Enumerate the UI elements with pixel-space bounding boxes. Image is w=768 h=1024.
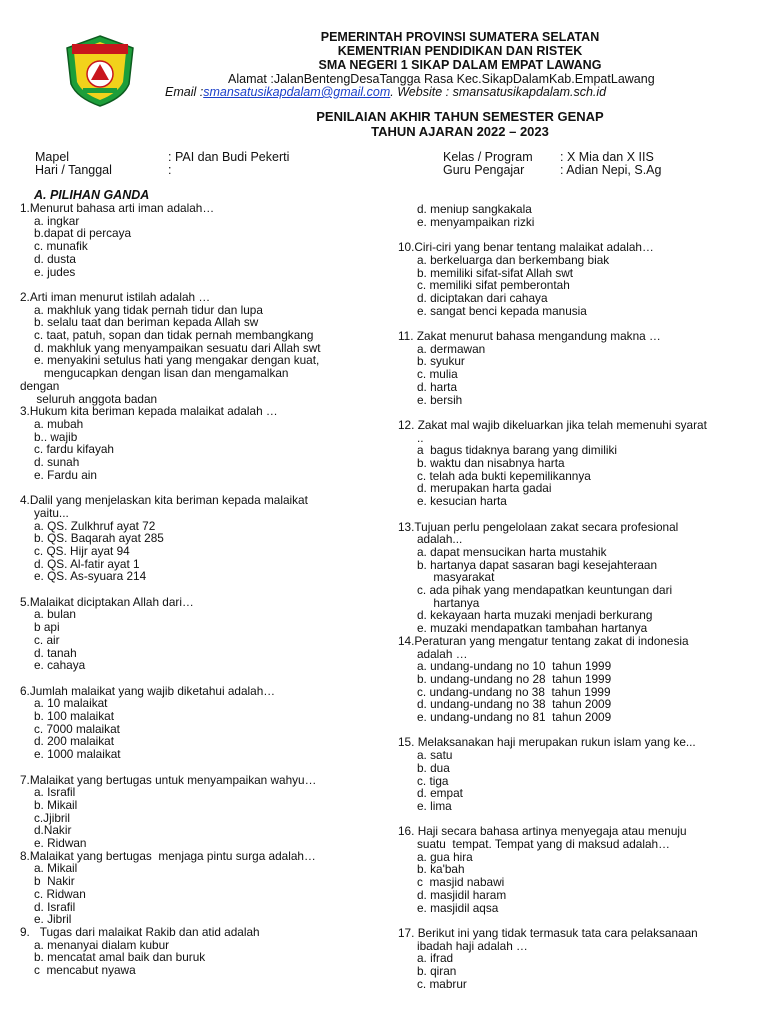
option-continued: dengan — [20, 378, 60, 393]
option[interactable]: a. ingkar — [34, 213, 80, 228]
question-text: Malaikat yang bertugas untuk menyampaikan wahyu… — [29, 772, 317, 787]
option[interactable]: a. dapat mensucikan harta mustahik — [417, 544, 607, 559]
option[interactable]: e. Fardu ain — [34, 467, 97, 482]
right-column — [398, 203, 748, 990]
option[interactable]: b. QS. Baqarah ayat 285 — [34, 531, 164, 546]
option[interactable]: e. sangat benci kepada manusia — [417, 303, 587, 318]
option[interactable]: d. undang-undang no 38 tahun 2009 — [417, 697, 612, 712]
question-11 — [398, 330, 748, 406]
question-text: Tujuan perlu pengelolaan zakat secara profesional — [414, 519, 679, 534]
option[interactable]: a. bulan — [34, 607, 76, 622]
option[interactable]: a. berkeluarga dan berkembang biak — [417, 252, 610, 267]
option[interactable]: c masjid nabawi — [417, 875, 505, 890]
question-17 — [398, 927, 748, 991]
option[interactable]: c. air — [34, 632, 60, 647]
option[interactable]: a. makhluk yang tidak pernah tidur dan lupa — [34, 302, 263, 317]
question-number: 16. — [398, 824, 415, 839]
question-15 — [398, 736, 748, 812]
question-number: 8. — [20, 848, 30, 863]
option[interactable]: b. syukur — [417, 354, 465, 369]
option[interactable]: d. Israfil — [34, 899, 76, 914]
mapel-label: Mapel — [35, 150, 70, 164]
letterhead — [0, 28, 768, 98]
province-emblem-icon — [63, 34, 137, 108]
question-text: Haji secara bahasa artinya menyegaja atau menuju — [414, 824, 687, 839]
option[interactable]: e. Jibril — [34, 912, 72, 927]
option[interactable]: c.Jjibril — [34, 810, 71, 825]
question-text: Arti iman menurut istilah adalah … — [29, 289, 211, 304]
question-text: Zakat mal wajib dikeluarkan jika telah memenuhi syarat — [414, 417, 707, 432]
option[interactable]: b api — [34, 620, 60, 635]
question-text: Ciri-ciri yang benar tentang malaikat adalah… — [414, 240, 654, 255]
option[interactable]: c mencabut nyawa — [34, 963, 136, 978]
question-9 — [20, 926, 390, 977]
option[interactable]: a. Israfil — [34, 785, 76, 800]
option[interactable]: e. 1000 malaikat — [34, 747, 121, 762]
website-text: . Website : smansatusikapdalam.sch.id — [390, 85, 607, 99]
option[interactable]: a bagus tidaknya barang yang dimiliki — [417, 443, 618, 458]
option[interactable]: b. hartanya dapat sasaran bagi kesejahteraan — [417, 557, 658, 572]
option[interactable]: c. Ridwan — [34, 886, 86, 901]
question-16 — [398, 825, 748, 914]
option-continued: mengucapkan dengan lisan dan mengamalkan — [34, 366, 289, 381]
option[interactable]: e. undang-undang no 81 tahun 2009 — [417, 710, 612, 725]
question-text-continued: ibadah haji adalah … — [417, 938, 528, 953]
option[interactable]: e. judes — [34, 264, 76, 279]
question-text: Malaikat yang bertugas menjaga pintu surga adalah… — [29, 848, 316, 863]
option[interactable]: a. menanyai dialam kubur — [34, 937, 170, 952]
option[interactable]: d. kekayaan harta muzaki menjadi berkurang — [417, 608, 653, 623]
question-text-continued: suatu tempat. Tempat yang di maksud adalah… — [417, 837, 670, 852]
option[interactable]: c. fardu kifayah — [34, 442, 114, 457]
question-number: 15. — [398, 735, 415, 750]
option[interactable]: b. undang-undang no 28 tahun 1999 — [417, 671, 612, 686]
hari-label: Hari / Tanggal — [35, 163, 112, 177]
option[interactable]: c. mulia — [417, 367, 458, 382]
option[interactable]: a. mubah — [34, 416, 84, 431]
option[interactable]: d. merupakan harta gadai — [417, 481, 552, 496]
option[interactable]: c. tiga — [417, 773, 449, 788]
option[interactable]: d. empat — [417, 786, 463, 801]
option[interactable]: d.Nakir — [34, 823, 72, 838]
question-text-continued: adalah … — [417, 646, 468, 661]
question-number: 7. — [20, 772, 30, 787]
option[interactable]: a. undang-undang no 10 tahun 1999 — [417, 659, 612, 674]
option[interactable]: b. qiran — [417, 964, 457, 979]
option-continued: hartanya — [417, 595, 480, 610]
option[interactable]: b.. wajib — [34, 429, 78, 444]
option[interactable]: a. dermawan — [417, 341, 486, 356]
option[interactable]: d. sunah — [34, 455, 80, 470]
option[interactable]: c. mabrur — [417, 976, 467, 991]
option[interactable]: a. 10 malaikat — [34, 696, 108, 711]
option[interactable]: a. QS. Zulkhruf ayat 72 — [34, 518, 156, 533]
header-line-3: SMA NEGERI 1 SIKAP DALAM EMPAT LAWANG — [318, 58, 602, 72]
option[interactable]: e. muzaki mendapatkan tambahan hartanya — [417, 621, 648, 636]
option[interactable]: e. QS. As-syuara 214 — [34, 569, 147, 584]
option[interactable]: c. 7000 malaikat — [34, 721, 120, 736]
question-text: Dalil yang menjelaskan kita beriman kepada malaikat — [29, 493, 308, 508]
question-text-continued: adalah... — [417, 532, 463, 547]
header-address: Alamat :JalanBentengDesaTangga Rasa Kec.SikapDalamKab.EmpatLawang — [228, 72, 655, 86]
option[interactable]: b. memiliki sifat-sifat Allah swt — [417, 265, 574, 280]
option[interactable]: d. 200 malaikat — [34, 734, 115, 749]
header-line-1: PEMERINTAH PROVINSI SUMATERA SELATAN — [320, 30, 600, 44]
mapel-value: : PAI dan Budi Pekerti — [168, 150, 290, 164]
exam-year: TAHUN AJARAN 2022 – 2023 — [371, 124, 549, 139]
kelas-value: : X Mia dan X IIS — [560, 150, 654, 164]
option[interactable]: c. undang-undang no 38 tahun 1999 — [417, 684, 611, 699]
option[interactable]: a. ifrad — [417, 951, 454, 966]
option[interactable]: c. telah ada bukti kepemilikannya — [417, 468, 591, 483]
question-number: 3. — [20, 404, 30, 419]
question-text-continued: .. — [417, 430, 424, 445]
option[interactable]: b. waktu dan nisabnya harta — [417, 456, 565, 471]
option[interactable]: e. kesucian harta — [417, 494, 507, 509]
option-continued: seluruh anggota badan — [20, 391, 158, 406]
section-title: A. PILIHAN GANDA — [34, 188, 150, 202]
question-number: 6. — [20, 683, 30, 698]
exam-title: PENILAIAN AKHIR TAHUN SEMESTER GENAP — [316, 109, 604, 124]
question-text: Malaikat diciptakan Allah dari… — [29, 594, 194, 609]
hari-value: : — [168, 163, 172, 177]
question-number: 4. — [20, 493, 30, 508]
question-number: 9. — [20, 925, 30, 939]
option[interactable]: e. masjidil aqsa — [417, 900, 499, 915]
option[interactable]: b. 100 malaikat — [34, 709, 115, 724]
question-text: Peraturan yang mengatur tentang zakat di indonesia — [414, 633, 689, 648]
question-text-continued: yaitu... — [34, 505, 69, 520]
question-text: Menurut bahasa arti iman adalah… — [29, 201, 215, 215]
question-text: Tugas dari malaikat Rakib dan atid adalah — [29, 925, 260, 939]
question-2 — [20, 291, 390, 405]
question-4 — [20, 494, 390, 583]
question-number: 1. — [20, 201, 30, 215]
question-number: 17. — [398, 925, 415, 940]
question-10 — [398, 241, 748, 317]
option[interactable]: e. menyampaikan rizki — [417, 214, 535, 229]
question-text: Melaksanakan haji merupakan rukun islam yang ke... — [414, 735, 696, 750]
option[interactable]: a. gua hira — [417, 849, 473, 864]
option[interactable]: e. Ridwan — [34, 836, 87, 851]
option[interactable]: b. mencatat amal baik dan buruk — [34, 950, 206, 965]
option[interactable]: d. tanah — [34, 645, 77, 660]
option[interactable]: c. QS. Hijr ayat 94 — [34, 543, 130, 558]
option[interactable]: e. lima — [417, 798, 452, 813]
guru-value: : Adian Nepi, S.Ag — [560, 163, 662, 177]
option[interactable]: b. ka'bah — [417, 862, 465, 877]
question-1 — [20, 202, 390, 278]
option-continued: masyarakat — [417, 570, 495, 585]
option[interactable]: d. meniup sangkakala — [417, 202, 532, 216]
question-9-continued — [398, 203, 748, 228]
option[interactable]: a. satu — [417, 748, 453, 763]
option[interactable]: d. masjidil haram — [417, 887, 507, 902]
left-column — [20, 188, 390, 977]
option[interactable]: b. dua — [417, 760, 450, 775]
email-label: Email : — [165, 85, 204, 99]
option[interactable]: e. bersih — [417, 392, 463, 407]
question-3 — [20, 405, 390, 481]
option[interactable]: e. menyakini setulus hati yang mengakar dengan kuat, — [34, 353, 320, 368]
option[interactable]: b Nakir — [34, 874, 75, 889]
option[interactable]: b. Mikail — [34, 797, 78, 812]
question-number: 5. — [20, 594, 30, 609]
option[interactable]: c. munafik — [34, 239, 88, 254]
question-text: Berikut ini yang tidak termasuk tata cara pelaksanaan — [414, 925, 698, 940]
question-number: 13. — [398, 519, 415, 534]
question-number: 11. — [398, 329, 414, 343]
option[interactable]: d. makhluk yang menyampaikan sesuatu dari Allah swt — [34, 340, 321, 355]
option[interactable]: e. cahaya — [34, 658, 86, 673]
option[interactable]: d. diciptakan dari cahaya — [417, 290, 548, 305]
question-number: 12. — [398, 417, 415, 432]
kelas-label: Kelas / Program — [443, 150, 533, 164]
option[interactable]: d. dusta — [34, 251, 76, 266]
question-number: 10. — [398, 240, 415, 255]
question-7 — [20, 774, 390, 850]
option[interactable]: b. selalu taat dan beriman kepada Allah sw — [34, 315, 259, 330]
question-number: 2. — [20, 289, 30, 304]
question-12 — [398, 419, 748, 508]
header-contact — [165, 85, 765, 100]
option[interactable]: d. QS. Al-fatir ayat 1 — [34, 556, 140, 571]
guru-label: Guru Pengajar — [443, 163, 525, 177]
question-text: Hukum kita beriman kepada malaikat adalah … — [29, 404, 278, 419]
option[interactable]: b.dapat di percaya — [34, 226, 132, 241]
header-line-2: KEMENTRIAN PENDIDIKAN DAN RISTEK — [337, 44, 583, 58]
question-5 — [20, 596, 390, 672]
option[interactable]: d. harta — [417, 379, 458, 394]
question-8 — [20, 850, 390, 926]
question-text: Zakat menurut bahasa mengandung makna … — [413, 329, 661, 343]
option[interactable]: c. taat, patuh, sopan dan tidak pernah membangkang — [34, 328, 314, 343]
email-link[interactable]: smansatusikapdalam@gmail.com — [203, 85, 391, 99]
question-13 — [398, 521, 748, 635]
option[interactable]: a. Mikail — [34, 861, 78, 876]
question-number: 14. — [398, 633, 415, 648]
option[interactable]: c. ada pihak yang mendapatkan keuntungan dari — [417, 583, 673, 598]
option[interactable]: c. memiliki sifat pemberontah — [417, 278, 570, 293]
question-14 — [398, 635, 748, 724]
question-text: Jumlah malaikat yang wajib diketahui adalah… — [29, 683, 276, 698]
question-6 — [20, 685, 390, 761]
